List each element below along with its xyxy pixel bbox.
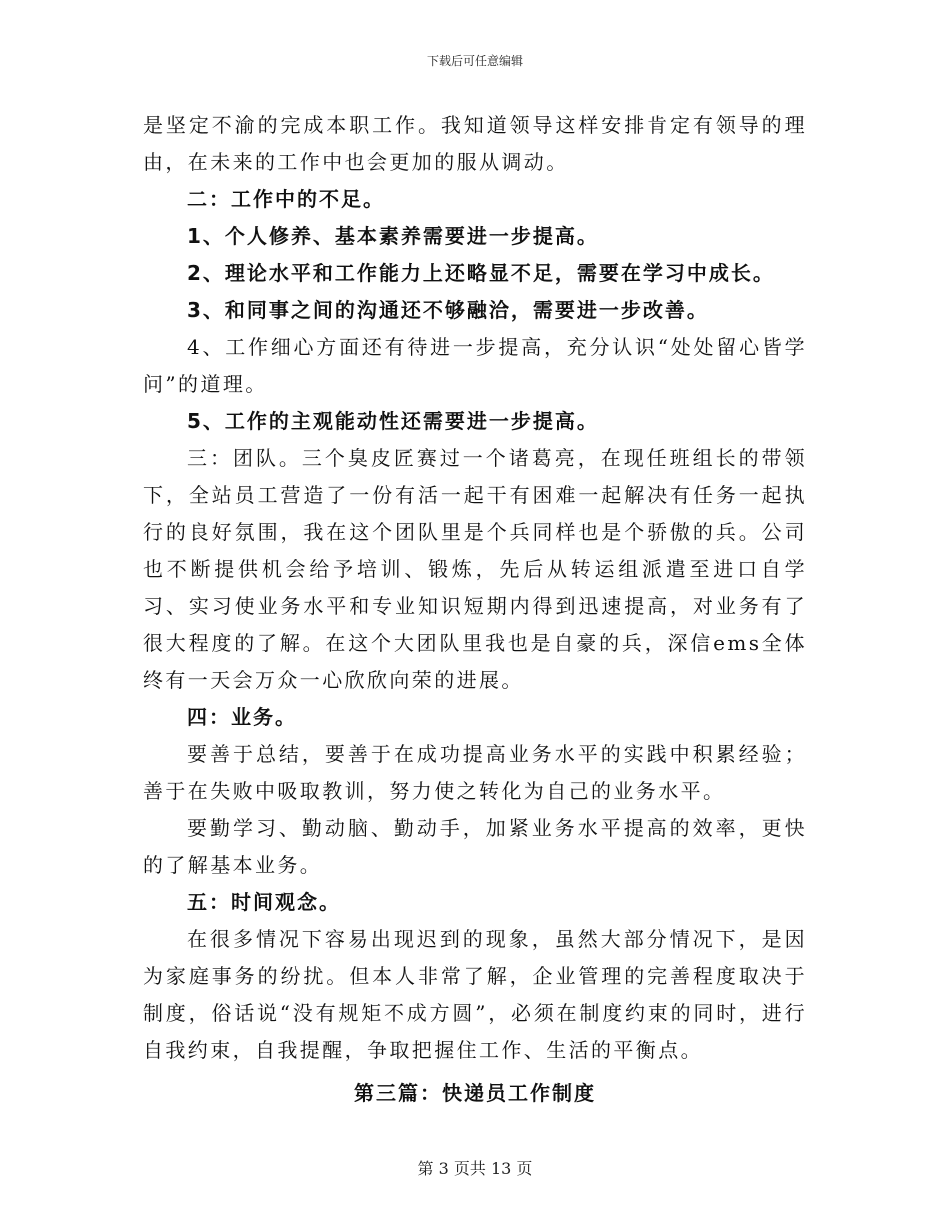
list-item-1: 1、个人修养、基本素养需要进一步提高。 <box>187 224 599 248</box>
paragraph-business-2: 要勤学习、勤动脑、勤动手，加紧业务水平提高的效率，更快的了解基本业务。 <box>143 816 807 877</box>
section-heading-shortcomings: 二：工作中的不足。 <box>187 187 385 211</box>
paragraph-continued: 是坚定不渝的完成本职工作。我知道领导这样安排肯定有领导的理由，在未来的工作中也会更加的服从调动。 <box>143 113 807 174</box>
section-heading-time: 五：时间观念。 <box>187 890 341 914</box>
paragraph-business-1: 要善于总结，要善于在成功提高业务水平的实践中积累经验；善于在失败中吸取教训，努力使之转化为自己的业务水平。 <box>143 742 807 803</box>
section-heading-business: 四：业务。 <box>187 705 297 729</box>
page-number: 第 3 页共 13 页 <box>417 1159 533 1178</box>
paragraph-team: 三：团队。三个臭皮匠赛过一个诸葛亮，在现任班组长的带领下，全站员工营造了一份有活一起干有困难一起解决有任务一起执行的良好氛围，我在这个团队里是个兵同样也是个骄傲的兵。公司也不断提供机会给予培训、锻炼，先后从转运组派遣至进口自学习、实习使业务水平和专业知识短期内得到迅速提高，对业务有了很大程度的了解。在这个大团队里我也是自豪的兵，深信ems全体终有一天会万众一心欣欣向荣的进展。 <box>143 446 807 692</box>
page-header: 下载后可任意编辑 <box>426 54 523 68</box>
chapter-title: 第三篇：快递员工作制度 <box>354 1081 596 1105</box>
list-item-5: 5、工作的主观能动性还需要进一步提高。 <box>187 409 599 433</box>
document-body <box>143 107 807 1112</box>
list-item-4: 4、工作细心方面还有待进一步提高，充分认识“处处留心皆学问”的道理。 <box>143 335 807 396</box>
list-item-2: 2、理论水平和工作能力上还略显不足，需要在学习中成长。 <box>187 261 775 285</box>
paragraph-time: 在很多情况下容易出现迟到的现象，虽然大部分情况下，是因为家庭事务的纷扰。但本人非常了解，企业管理的完善程度取决于制度，俗话说“没有规矩不成方圆”，必须在制度约束的同时，进行自我约束，自我提醒，争取把握住工作、生活的平衡点。 <box>143 927 807 1062</box>
list-item-3: 3、和同事之间的沟通还不够融洽，需要进一步改善。 <box>187 298 709 322</box>
